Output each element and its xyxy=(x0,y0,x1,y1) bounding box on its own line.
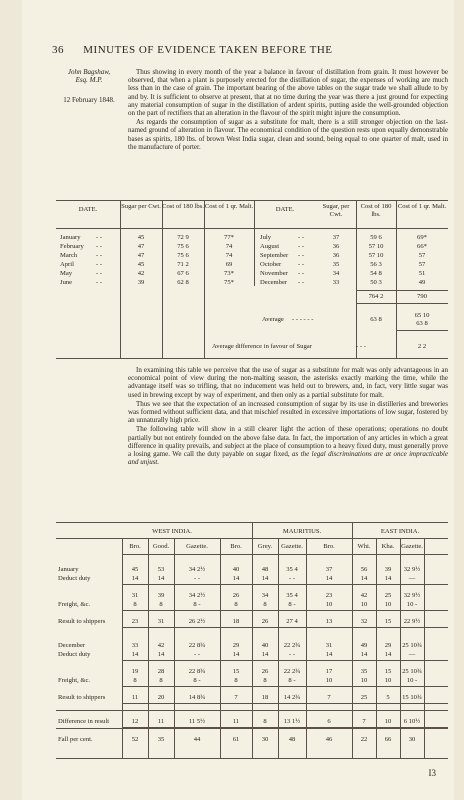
t2-cell: 19 xyxy=(131,668,139,675)
t1-month-right: July xyxy=(260,234,271,241)
witness-title: Esq. M.P. xyxy=(75,76,103,84)
t2-row-label: Difference in result xyxy=(58,718,110,725)
t2-cell: 8 xyxy=(133,677,137,684)
t1-dash: - - xyxy=(96,243,103,250)
t2-col-header: Bro. xyxy=(230,543,242,550)
t2-cell: 18 xyxy=(232,618,240,625)
t2-cell: 23 xyxy=(131,618,139,625)
t2-cell: 34 2½ xyxy=(188,566,206,573)
t2-cell: 25 xyxy=(384,592,392,599)
t2-cell: 28 xyxy=(157,668,165,675)
t2-cell: 22 xyxy=(360,736,368,743)
t1-cost-right: 59 6 xyxy=(370,234,382,241)
t2-hrule xyxy=(56,710,448,711)
t2-cell: 14 2¾ xyxy=(283,694,301,701)
t2-cell: 33 xyxy=(131,642,139,649)
t1-dash: - - xyxy=(298,234,305,241)
t2-cell: 44 xyxy=(193,736,201,743)
t1-cost-right: 57 10 xyxy=(368,243,384,250)
t2-cell: 22 2¾ xyxy=(283,668,301,675)
t1-cost-right: 57 10 xyxy=(368,252,384,259)
t2-row-label: December xyxy=(58,642,86,649)
t2-cell: 5 xyxy=(386,694,390,701)
t2-cell: 25 xyxy=(360,694,368,701)
t2-vrule xyxy=(424,538,425,758)
t2-cell: 10 - xyxy=(406,601,418,608)
t1-dash: - - xyxy=(96,261,103,268)
t2-row-label: Deduct duty xyxy=(58,651,91,658)
t2-cell: 7 xyxy=(362,718,366,725)
t2-cell: 14 xyxy=(360,575,368,582)
witness-name: John Bagshaw, xyxy=(67,68,111,76)
t1-month-right: October xyxy=(260,261,282,268)
t1-dash: - - xyxy=(96,252,103,259)
paragraph-5-italic: as the legal discriminations are at once impracticable and unjust. xyxy=(128,450,448,467)
t2-cell: 26 xyxy=(232,592,240,599)
t1-dash: - - xyxy=(96,279,103,286)
t2-cell: 14 xyxy=(157,575,165,582)
t1-cost-left: 67 6 xyxy=(177,270,189,277)
t2-cell: 10 xyxy=(384,677,392,684)
t1-average-malt: 65 10 xyxy=(414,312,430,319)
t2-row-label: Freight, &c. xyxy=(58,677,91,684)
t1-month-left: February xyxy=(60,243,84,250)
t2-cell: - - xyxy=(288,651,296,658)
t2-cell: 56 xyxy=(360,566,368,573)
t2-hrule xyxy=(122,686,448,687)
t2-cell: 11 xyxy=(131,694,139,701)
t1-malt-right: 57 xyxy=(418,252,426,259)
t2-cell: 29 xyxy=(384,642,392,649)
t1-total-malt: 790 xyxy=(417,293,427,300)
t2-cell: 13 xyxy=(325,618,333,625)
t2-cell: 8 xyxy=(263,677,267,684)
t2-cell: 11 xyxy=(157,718,165,725)
t2-cell: 61 xyxy=(232,736,240,743)
t2-cell: 10 xyxy=(360,601,368,608)
t2-col-header: Gazette. xyxy=(281,543,303,550)
t2-cell: 15 10¾ xyxy=(402,694,422,701)
t2-cell: 10 xyxy=(360,677,368,684)
t2-cell: 31 xyxy=(325,642,333,649)
t1-malt-right: 49 xyxy=(418,279,426,286)
t2-cell: 22 8¾ xyxy=(188,668,206,675)
t2-cell: 8 xyxy=(234,601,238,608)
t1-malt-left: 74 xyxy=(225,252,233,259)
t2-cell: — xyxy=(408,575,416,582)
analysis-text xyxy=(128,366,448,467)
t1-malt-left: 69 xyxy=(225,261,233,268)
t2-cell: 35 xyxy=(360,668,368,675)
t2-cell: 14 xyxy=(232,651,240,658)
t2-cell: 8 - xyxy=(193,677,201,684)
t1-cost-right: 50 3 xyxy=(370,279,382,286)
t2-cell: 32 xyxy=(360,618,368,625)
t2-cell: 8 xyxy=(159,677,163,684)
t1-sugar-right: 33 xyxy=(332,279,340,286)
paragraph-2: As regards the consumption of sugar as a substitute for malt, there is a still stronger objection on the last-named ground of alteration in flavour. The economical condition of the question rests upon equally demonstrable bases as spirits, 180 lbs. of brown West India sugar, clean and sound, being equal to one quarter of malt, used in the manufacture of porter. xyxy=(128,118,448,151)
t2-cell: 29 xyxy=(232,642,240,649)
t2-cell: 48 xyxy=(288,736,296,743)
t1-sugar-right: 34 xyxy=(332,270,340,277)
t2-cell: 14 xyxy=(360,651,368,658)
t2-col-header: Good. xyxy=(152,543,170,550)
t2-cell: 14 xyxy=(325,651,333,658)
t1-header-malt-right: Cost of 1 qr. Malt. xyxy=(397,203,447,210)
t2-cell: 34 xyxy=(261,592,269,599)
t1-malt-right: 66* xyxy=(417,243,427,250)
t2-cell: 10 xyxy=(384,601,392,608)
header-title: MINUTES OF EVIDENCE TAKEN BEFORE THE xyxy=(83,44,333,56)
t1-cost-left: 75 6 xyxy=(177,243,189,250)
paragraph-1: Thus showing in every month of the year a balance in favour of distillation from grain. It must however be observed, that when a plant is purposely erected for the distillation of sugar, the expenses of working are much less than in the case of grain. The important bearing of the above tables on the sugar trade we shall allude to by and by. It is sufficient to observe at present, that at no time during the year was there a just ground for expecting any material consumption of sugar in the distillation of ardent spirits, putting aside the well-grounded objection on the part of rectifiers that an alteration in the flavour of the spirit might injure the consumption. xyxy=(128,68,448,118)
t2-vrule xyxy=(252,522,253,538)
paragraph-3: In examining this table we perceive that the use of sugar as a substitute for malt was only advantageous in an economical point of view during the non-malting season, the asterisks exactly marking the time, while the advantage itself was so trifling, that no inducement was held out to brewers, and, in fact, very little sugar was used in brewing except by way of experiment, and then only as a partial substitute for malt. xyxy=(128,366,448,399)
t2-cell: 8 xyxy=(159,601,163,608)
sidenote-date: 12 February 1848. xyxy=(63,96,115,104)
t2-cell: 32 9½ xyxy=(403,592,421,599)
t1-average-sugar-repeat: 63 8 xyxy=(416,320,428,327)
page: 36 MINUTES OF EVIDENCE TAKEN BEFORE THE John Bagshaw, Esq. M.P. 12 February 1848. Thus showing in every month of the year a balance in favour of distillation from grain. It must however be observed, that when a plant is purposely erected for the distillation of sugar, the expenses of working are much less than in the case of grain. The important bearing of the above tables on the sugar trade we shall allude to by and by. It is sufficient to observe at present, that at no time during the year was there a just ground for expecting any material consumption of sugar in the distillation of ardent spirits, putting aside the well-grounded objection on the part of rectifiers that an alteration in the flavour of the spirit might injure the consumption. As regards the consumption of sugar as a substitute for malt, there is a still stronger objection on the last-named ground of alteration in flavour. The economical condition of the question rests upon equally demonstrable bases as spirits, 180 lbs. of brown West India sugar, clean and sound, being equal to one quarter of malt, used in the manufacture of porter. DATE. Sugar per Cwt. Cost of 180 lbs. Cost of 1 qr. Malt. DATE. Sugar, per Cwt. Cost of 180 lbs. Cost of 1 qr. Malt. January - - 45 72 9 77* February - - 47 75 6 74 March - - 47 75 6 74 April - - 45 71 2 69 May - - 42 67 6 73* June - - 39 62 8 75* July - - 37 59 6 69* August - - 36 57 10 66* September - - 36 57 10 57 October - - 35 56 3 57 November - - 34 54 8 51 December - - 33 50 3 49 764 2 790 Average - - - - - - 63 8 65 10 63 8 Average difference in favour of Sugar - - - 2 2 In examining this table we perceive that the use of sugar as a substitute for malt was only advantageous in an economical point of view during the non-malting season, the asterisks exactly marking the time, while the advantage itself was so trifling, that no inducement was held out to brewers, and, in fact, very little sugar was used in brewing except by way of experiment, and then only as a partial substitute for malt. Thus we see that the expectation of an increased consumption of sugar by its use in distilleries and breweries was formed without sufficient data, and that mischief resulted in excessive importations of low sugar, fostered by an unnaturally high price. The following table will show in a still clearer light the action of these operations; operations no doubt partially but not entirely founded on the above false data. In fact, the importation of any articles in which a great difference in quality prevails, and subject at the place of consumption to a heavy fixed duty, must generally prove a losing game. We call the duty payable on sugar fixed, as the legal discriminations are at once impracticable and unjust. WEST INDIA. MAURITIUS. EAST INDIA. Bro. Good. Gazette. Bro. Grey. Gazette. Bro. Whi. Kha. Gazette. January 45 53 34 2½ 40 48 35 4 37 56 39 32 9½ Deduct duty 14 14 - - 14 14 - - 14 14 14 — 31 39 34 2½ 26 34 35 4 23 42 25 32 9½ Freight, &c. 8 8 8 - 8 8 8 - 10 10 10 10 - Result to shippers 23 31 26 2½ 18 26 27 4 13 32 15 22 9½ December 33 42 22 8¾ 29 40 22 2¾ 31 49 29 25 10¾ Deduct duty 14 14 - - 14 14 - - 14 14 14 — 19 28 22 8¾ 15 26 22 2¾ 17 35 15 25 10¾ Freight, &c. 8 8 8 - 8 8 8 - 10 10 10 10 - Result to shippers 11 20 14 8¾ 7 18 14 2¾ 7 25 5 15 10¾ Difference in result 12 11 11 5½ 11 8 13 1½ 6 7 10 6 10½ Fall per cent. 52 35 44 61 30 48 46 22 66 30 I3 xyxy=(22,0,454,800)
t1-sugar-left: 42 xyxy=(137,270,145,277)
t2-cell: 15 xyxy=(384,668,392,675)
t2-cell: 32 9½ xyxy=(403,566,421,573)
t1-sugar-left: 39 xyxy=(137,279,145,286)
t2-cell: 26 xyxy=(261,668,269,675)
t2-cell: 8 - xyxy=(288,677,296,684)
t2-cell: 27 4 xyxy=(286,618,298,625)
t2-cell: 30 xyxy=(261,736,269,743)
t1-malt-right: 51 xyxy=(418,270,426,277)
t2-cell: 30 xyxy=(408,736,416,743)
t2-cell: 14 xyxy=(384,651,392,658)
t2-col-header: Bro. xyxy=(323,543,335,550)
t2-col-header: Gazette. xyxy=(186,543,208,550)
t1-header-date-left: DATE. xyxy=(78,206,98,213)
t1-month-right: December xyxy=(260,279,288,286)
t2-cell: 14 xyxy=(261,575,269,582)
t2-hrule xyxy=(122,610,448,611)
t1-total-cost: 764 2 xyxy=(368,293,384,300)
paragraph-4: Thus we see that the expectation of an increased consumption of sugar by its use in distilleries and breweries was formed without sufficient data, and that mischief resulted in excessive importations of low sugar, fostered by an unnaturally high price. xyxy=(128,399,448,425)
t2-cell: 39 xyxy=(157,592,165,599)
t2-cell: 7 xyxy=(327,694,331,701)
t2-cell: 8 - xyxy=(288,601,296,608)
t2-hrule xyxy=(122,660,448,661)
t2-cell: 10 xyxy=(384,718,392,725)
t2-row-label: January xyxy=(58,566,79,573)
t2-cell: 31 xyxy=(131,592,139,599)
t2-cell: 22 8¾ xyxy=(188,642,206,649)
signature-mark: I3 xyxy=(428,768,436,778)
t1-sugar-right: 35 xyxy=(332,261,340,268)
page-number: 36 xyxy=(52,44,64,56)
t2-cell: 53 xyxy=(157,566,165,573)
t2-cell: 12 xyxy=(131,718,139,725)
t1-header-cost180-left: Cost of 180 lbs. xyxy=(162,203,204,210)
t2-cell: 40 xyxy=(261,642,269,649)
t2-cell: 8 xyxy=(234,677,238,684)
t1-malt-left: 74 xyxy=(225,243,233,250)
t1-cost-right: 54 8 xyxy=(370,270,382,277)
t1-sugar-left: 45 xyxy=(137,234,145,241)
t2-hrule xyxy=(122,627,448,628)
t2-cell: 45 xyxy=(131,566,139,573)
t1-dash: - - xyxy=(298,252,305,259)
t2-vrule xyxy=(352,522,353,538)
t2-cell: 26 2½ xyxy=(188,618,206,625)
t2-cell: 8 xyxy=(133,601,137,608)
t2-row-label: Result to shippers xyxy=(58,618,106,625)
t2-row-label: Result to shippers xyxy=(58,694,106,701)
t2-hrule xyxy=(122,584,448,585)
t2-cell: 10 xyxy=(325,677,333,684)
t2-cell: 14 xyxy=(261,651,269,658)
t1-diff-label: Average difference in favour of Sugar xyxy=(212,343,312,350)
intro-text xyxy=(128,68,448,152)
t1-header-sugar-left: Sugar per Cwt. xyxy=(121,203,161,210)
t1-cost-left: 62 8 xyxy=(177,279,189,286)
t2-hrule xyxy=(56,728,448,729)
t2-cell: 17 xyxy=(325,668,333,675)
t2-cell: 34 2½ xyxy=(188,592,206,599)
t2-cell: 7 xyxy=(234,694,238,701)
t1-dash: - - xyxy=(298,270,305,277)
t2-cell: 42 xyxy=(157,642,165,649)
t2-group-west-india: WEST INDIA. xyxy=(152,528,192,535)
t2-cell: 22 2¾ xyxy=(283,642,301,649)
t2-cell: 48 xyxy=(261,566,269,573)
t1-average-label: Average xyxy=(262,316,284,323)
t2-cell: - - xyxy=(193,575,201,582)
t2-cell: 46 xyxy=(325,736,333,743)
t2-cell: 25 10¾ xyxy=(402,668,422,675)
t1-dash: - - xyxy=(96,270,103,277)
t2-cell: 14 8¾ xyxy=(188,694,206,701)
running-header xyxy=(52,44,452,56)
t2-cell: 22 9½ xyxy=(403,618,421,625)
t1-cost-right: 56 3 xyxy=(370,261,382,268)
t1-month-left: March xyxy=(60,252,78,259)
t2-cell: 66 xyxy=(384,736,392,743)
t2-col-header: Kha. xyxy=(381,543,395,550)
t1-sugar-left: 47 xyxy=(137,252,145,259)
t1-cost-left: 72 9 xyxy=(177,234,189,241)
witness-sidenote xyxy=(54,68,124,84)
t1-header-date-right: DATE. xyxy=(275,206,295,213)
t2-cell: 6 10½ xyxy=(403,718,421,725)
t2-cell: 40 xyxy=(232,566,240,573)
t1-month-right: September xyxy=(260,252,289,259)
t2-cell: 23 xyxy=(325,592,333,599)
t2-cell: 18 xyxy=(261,694,269,701)
t2-cell: 13 1½ xyxy=(283,718,301,725)
t1-malt-left: 77* xyxy=(224,234,234,241)
t2-cell: 39 xyxy=(384,566,392,573)
t2-cell: 8 xyxy=(263,601,267,608)
t2-cell: 14 xyxy=(131,651,139,658)
t2-cell: - - xyxy=(288,575,296,582)
t2-col-header: Grey. xyxy=(257,543,273,550)
t1-header-cost180-right: Cost of 180 lbs. xyxy=(360,203,392,218)
t2-cell: 8 xyxy=(263,718,267,725)
t1-cost-left: 71 2 xyxy=(177,261,189,268)
t2-cell: 14 xyxy=(384,575,392,582)
t2-cell: 11 5½ xyxy=(188,718,206,725)
t1-sugar-right: 37 xyxy=(332,234,340,241)
t1-malt-right: 57 xyxy=(418,261,426,268)
date-sidenote xyxy=(54,96,124,104)
t1-month-left: May xyxy=(60,270,73,277)
t1-month-left: January xyxy=(60,234,81,241)
paragraph-5: The following table will show in a still clearer light the action of these operations; operations no doubt partially but not entirely founded on the above false data. In fact, the importation of any articles in which a great difference in quality prevails, and subject at the place of consumption to a heavy fixed duty, must generally prove a losing game. We call the duty payable on sugar fixed, xyxy=(128,425,448,459)
t2-cell: 14 xyxy=(131,575,139,582)
t2-cell: 31 xyxy=(157,618,165,625)
t2-cell: — xyxy=(408,651,416,658)
t2-cell: 35 xyxy=(157,736,165,743)
t2-cell: 14 xyxy=(325,575,333,582)
t2-group-mauritius: MAURITIUS. xyxy=(282,528,322,535)
t2-row-label: Fall per cent. xyxy=(58,736,93,743)
t1-month-right: August xyxy=(260,243,280,250)
t2-cell: 42 xyxy=(360,592,368,599)
t1-month-left: April xyxy=(60,261,74,268)
t1-header-malt-left: Cost of 1 qr. Malt. xyxy=(204,203,254,210)
t2-cell: 11 xyxy=(232,718,240,725)
t2-hrule xyxy=(122,703,448,704)
t1-sugar-right: 36 xyxy=(332,252,340,259)
t2-cell: 35 4 xyxy=(286,566,298,573)
t2-cell: 52 xyxy=(131,736,139,743)
t1-sugar-left: 45 xyxy=(137,261,145,268)
t2-cell: 10 - xyxy=(406,677,418,684)
t1-malt-left: 73* xyxy=(224,270,234,277)
t1-sugar-right: 36 xyxy=(332,243,340,250)
t2-col-header: Gazette. xyxy=(401,543,423,550)
t2-group-east-india: EAST INDIA. xyxy=(380,528,420,535)
t2-cell: 14 xyxy=(232,575,240,582)
t2-row-label: Freight, &c. xyxy=(58,601,91,608)
t1-header-sugar-right: Sugar, per Cwt. xyxy=(322,203,350,218)
t1-malt-right: 69* xyxy=(417,234,427,241)
t1-month-left: June xyxy=(60,279,73,286)
t1-dash: - - xyxy=(298,261,305,268)
t2-col-header: Whi. xyxy=(357,543,371,550)
t2-cell: 25 10¾ xyxy=(402,642,422,649)
t2-row-label: Deduct duty xyxy=(58,575,91,582)
t2-cell: 14 xyxy=(157,651,165,658)
t1-average-sugar: 63 8 xyxy=(370,316,382,323)
t1-dash: - - xyxy=(298,279,305,286)
t1-cost-left: 75 6 xyxy=(177,252,189,259)
t1-dash: - - xyxy=(298,243,305,250)
t2-col-header: Bro. xyxy=(129,543,141,550)
t2-cell: 10 xyxy=(325,601,333,608)
t1-month-right: November xyxy=(260,270,288,277)
t2-cell: - - xyxy=(193,651,201,658)
t1-malt-left: 75* xyxy=(224,279,234,286)
t1-dash: - - xyxy=(96,234,103,241)
t2-cell: 8 - xyxy=(193,601,201,608)
t2-cell: 20 xyxy=(157,694,165,701)
t2-cell: 26 xyxy=(261,618,269,625)
t2-cell: 15 xyxy=(232,668,240,675)
t2-cell: 49 xyxy=(360,642,368,649)
t2-cell: 6 xyxy=(327,718,331,725)
t1-sugar-left: 47 xyxy=(137,243,145,250)
t2-cell: 15 xyxy=(384,618,392,625)
t2-cell: 35 4 xyxy=(286,592,298,599)
t2-cell: 37 xyxy=(325,566,333,573)
t1-diff-value: 2 2 xyxy=(417,343,427,350)
